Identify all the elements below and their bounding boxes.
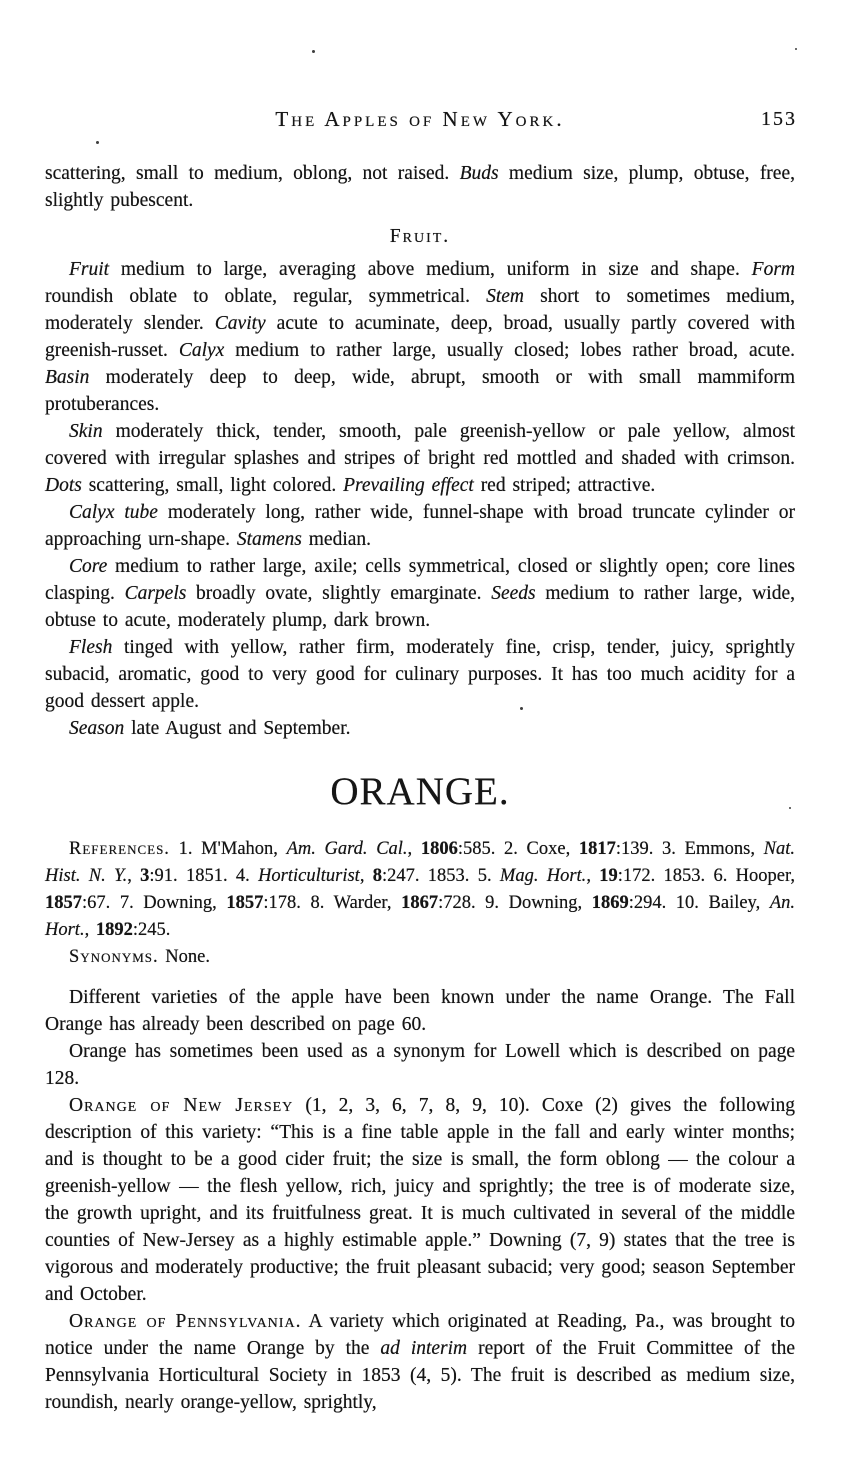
paragraph-flesh: Flesh tinged with yellow, rather firm, moderately fine, crisp, tender, juicy, sprightly subacid, aromatic, good to very good for culinary purposes. It has too much acidity for a good dessert apple. [45,637,795,712]
paragraph-calyx-tube: Calyx tube moderately long, rather wide, funnel-shape with broad truncate cylinder or approaching urn-shape. Stamens median. [45,502,796,550]
paragraph-lowell-synonym: Orange has sometimes been used as a synonym for Lowell which is described on page 128. [45,1041,795,1089]
page-body [45,160,795,1416]
scan-speck [795,48,797,50]
page-header [45,106,795,132]
paragraph-orange-of-new-jersey: Orange of New Jersey (1, 2, 3, 6, 7, 8, 9, 10). Coxe (2) gives the following description of this variety: “This is a fine table apple in the fall and early winter months; and is thought to be a good cider fruit; the size is small, the form oblong — the colour a greenish-yellow — the flesh yellow, rich, juicy and sprightly; the tree is of moderate size, the growth upright, and its fruitfulness great. It is much cultivated in several of the middle counties of New-Jersey as a highly estimable apple.” Downing (7, 9) states that the tree is vigorous and moderately productive; the fruit pleasant subacid; very good; season September and October. [45,1095,795,1305]
text-column [45,106,795,1416]
paragraph-orange-of-pennsylvania: Orange of Pennsylvania. A variety which originated at Reading, Pa., was brought to notice under the name Orange by the ad interim report of the Fruit Committee of the Pennsylvania Horticultural Society in 1853 (4, 5). The fruit is described as medium size, roundish, nearly orange-yellow, sprightly, [45,1311,796,1413]
paragraph-fruit-description: Fruit medium to large, averaging above medium, uniform in size and shape. Form roundish oblate to oblate, regular, symmetrical. Stem short to sometimes medium, moderately slender. Cavity acute to acuminate, deep, broad, usually partly covered with greenish-russet. Calyx medium to rather large, usually closed; lobes rather broad, acute. Basin moderately deep to deep, wide, abrupt, smooth or with small mammiform protuberances. [45,259,796,415]
heading-orange: ORANGE. [330,770,510,813]
paragraph-skin: Skin moderately thick, tender, smooth, pale greenish-yellow or pale yellow, almost covered with irregular splashes and stripes of bright red mottled and shaded with crimson. Dots scattering, small, light colored. Prevailing effect red striped; attractive. [45,421,795,496]
paragraph-synonyms: Synonyms. None. [69,947,210,967]
running-head-title: The Apples of New York. [275,107,565,131]
paragraph-season: Season late August and September. [69,718,351,739]
paragraph-references: References. 1. M'Mahon, Am. Gard. Cal., 1806:585. 2. Coxe, 1817:139. 3. Emmons, Nat. Hist. N. Y., 3:91. 1851. 4. Horticulturist, 8:247. 1853. 5. Mag. Hort., 19:172. 1853. 6. Hooper, 1857:67. 7. Downing, 1857:178. 8. Warder, 1867:728. 9. Downing, 1869:294. 10. Bailey, An. Hort., 1892:245. [45,839,796,940]
paragraph-core: Core medium to rather large, axile; cells symmetrical, closed or slightly open; core lines clasping. Carpels broadly ovate, slightly emarginate. Seeds medium to rather large, wide, obtuse to acute, moderately plump, dark brown. [45,556,795,631]
heading-fruit: Fruit. [389,226,451,247]
scan-speck [312,50,315,53]
paragraph-buds-continuation: scattering, small to medium, oblong, not raised. Buds medium size, plump, obtuse, free, slightly pubescent. [45,163,795,211]
paragraph-different-varieties: Different varieties of the apple have been known under the name Orange. The Fall Orange has already been described on page 60. [45,987,795,1035]
page-number: 153 [761,108,797,130]
